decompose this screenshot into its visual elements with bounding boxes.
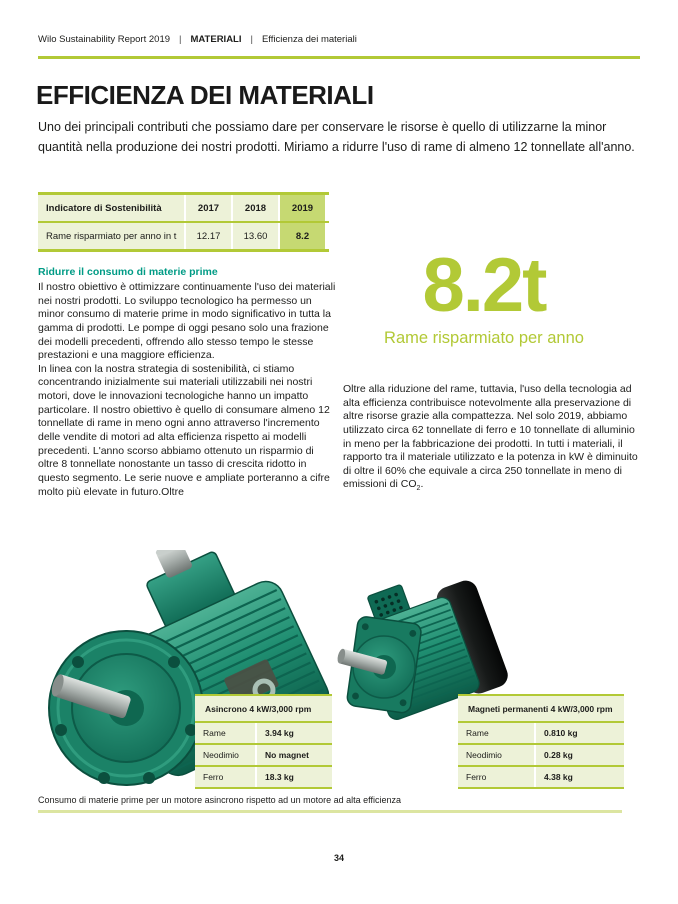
co2-subscript: 2 — [416, 485, 421, 493]
spec-row-ferro — [195, 767, 332, 787]
spec-row-neodimio — [458, 745, 624, 767]
spec-label: Neodimio — [458, 745, 534, 765]
intro-paragraph: Uno dei principali contributi che possiamo dare per conservare le risorse è quello di utilizzarne la minor quantità nella produzione dei nostri prodotti. Miriamo a ridurre l'uso di rame di almeno 12 tonnellate all'anno. — [38, 120, 635, 154]
left-paragraph-2: In linea con la nostra strategia di sostenibilità, ci stiamo concentrando inizialmente sui materiali utilizzabili nei nostri motori, dove le innovazioni tecnologiche hanno un impatto particolare. Il nostro obiettivo è quello di consumare almeno 12 tonnellate di rame in meno ogni anno attraverso l'incremento delle vendite di motori ad alta efficienza rispetto ai modelli precedenti. L'anno scorso abbiamo ottenuto un risparmio di oltre 8 tonnellate nonostante un tasso di crescita ridotto in questo segmento. Le serie nuove e ampliate porteranno a cifre molto più elevate in futuro.Oltre — [38, 362, 330, 498]
breadcrumb-subsection: Efficienza dei materiali — [261, 34, 357, 45]
spec-row-ferro — [458, 767, 624, 787]
highlight-label: Rame risparmiato per anno — [384, 328, 584, 347]
kpi-header-2017: 2017 — [186, 195, 231, 221]
kpi-header-indicator: Indicatore di Sostenibilità — [38, 195, 184, 221]
spec-row-rame — [458, 723, 624, 745]
page-number: 34 — [333, 853, 344, 863]
left-text-column — [38, 281, 337, 499]
breadcrumb-section: MATERIALI — [190, 34, 242, 45]
kpi-value-2017: 12.17 — [186, 223, 231, 249]
spec-label: Ferro — [458, 767, 534, 787]
kpi-row-label: Rame risparmiato per anno in t — [38, 223, 184, 249]
highlight-value: 8.2t — [422, 243, 546, 328]
spec-value: 3.94 kg — [257, 723, 332, 743]
breadcrumb-separator: | — [250, 34, 253, 45]
spec-value: 0.810 kg — [536, 723, 624, 743]
spec-value: 0.28 kg — [536, 745, 624, 765]
right-paragraph: Oltre alla riduzione del rame, tuttavia, l'uso della tecnologia ad alta efficienza contribuisce notevolmente alla preservazione di altre risorse grazie alla compattezza. Nel solo 2019, abbiamo utilizzato circa 62 tonnellate di ferro e 10 tonnellate di alluminio in meno per la fabbricazione dei prodotti. In tutti i materiali, il rapporto tra il materiale utilizzato e la potenza in kW è diminuito di oltre il 60% che equivale a circa 250 tonnellate in meno di emissioni di $CO_2$. — [343, 383, 638, 493]
kpi-value-2018: 13.60 — [233, 223, 278, 249]
spec-label: Ferro — [195, 767, 255, 787]
kpi-header-2018: 2018 — [233, 195, 278, 221]
permanent-magnet-spec-table — [458, 694, 624, 789]
spec-label: Rame — [195, 723, 255, 743]
spec-label: Rame — [458, 723, 534, 743]
header-rule — [38, 56, 640, 59]
page-title: EFFICIENZA DEI MATERIALI — [36, 80, 374, 110]
spec-label: Neodimio — [195, 745, 255, 765]
figure-caption: Consumo di materie prime per un motore asincrono rispetto ad un motore ad alta efficienza — [38, 795, 402, 805]
kpi-table-header-row — [38, 195, 329, 223]
spec-row-neodimio — [195, 745, 332, 767]
section-heading: Ridurre il consumo di materie prime — [38, 266, 218, 278]
spec-table-title: Asincrono 4 kW/3,000 rpm — [195, 696, 332, 723]
kpi-table — [38, 192, 329, 252]
spec-row-rame — [195, 723, 332, 745]
spec-value: No magnet — [257, 745, 332, 765]
asynchronous-motor-spec-table — [195, 694, 332, 789]
spec-table-title: Magneti permanenti 4 kW/3,000 rpm — [458, 696, 624, 723]
breadcrumb — [38, 34, 357, 45]
right-text-column — [343, 383, 644, 494]
caption-rule — [38, 810, 622, 813]
breadcrumb-report-title: Wilo Sustainability Report 2019 — [38, 34, 171, 45]
kpi-header-2019: 2019 — [280, 195, 325, 221]
left-paragraph-1: Il nostro obiettivo è ottimizzare continuamente l'uso dei materiali nei nostri prodotti. Lo sviluppo tecnologico ha permesso un minor consumo di materie prime in modo significativo in tutta la gamma di prodotti. Le pompe di oggi pesano solo una frazione dei modelli precedenti, offrendo allo stesso tempo le stesse prestazioni e una maggiore efficienza. — [38, 281, 336, 362]
kpi-value-2019: 8.2 — [280, 223, 325, 249]
highlight-figure — [343, 243, 625, 348]
spec-value: 4.38 kg — [536, 767, 624, 787]
breadcrumb-separator: | — [179, 34, 182, 45]
kpi-table-data-row — [38, 223, 329, 249]
spec-value: 18.3 kg — [257, 767, 332, 787]
